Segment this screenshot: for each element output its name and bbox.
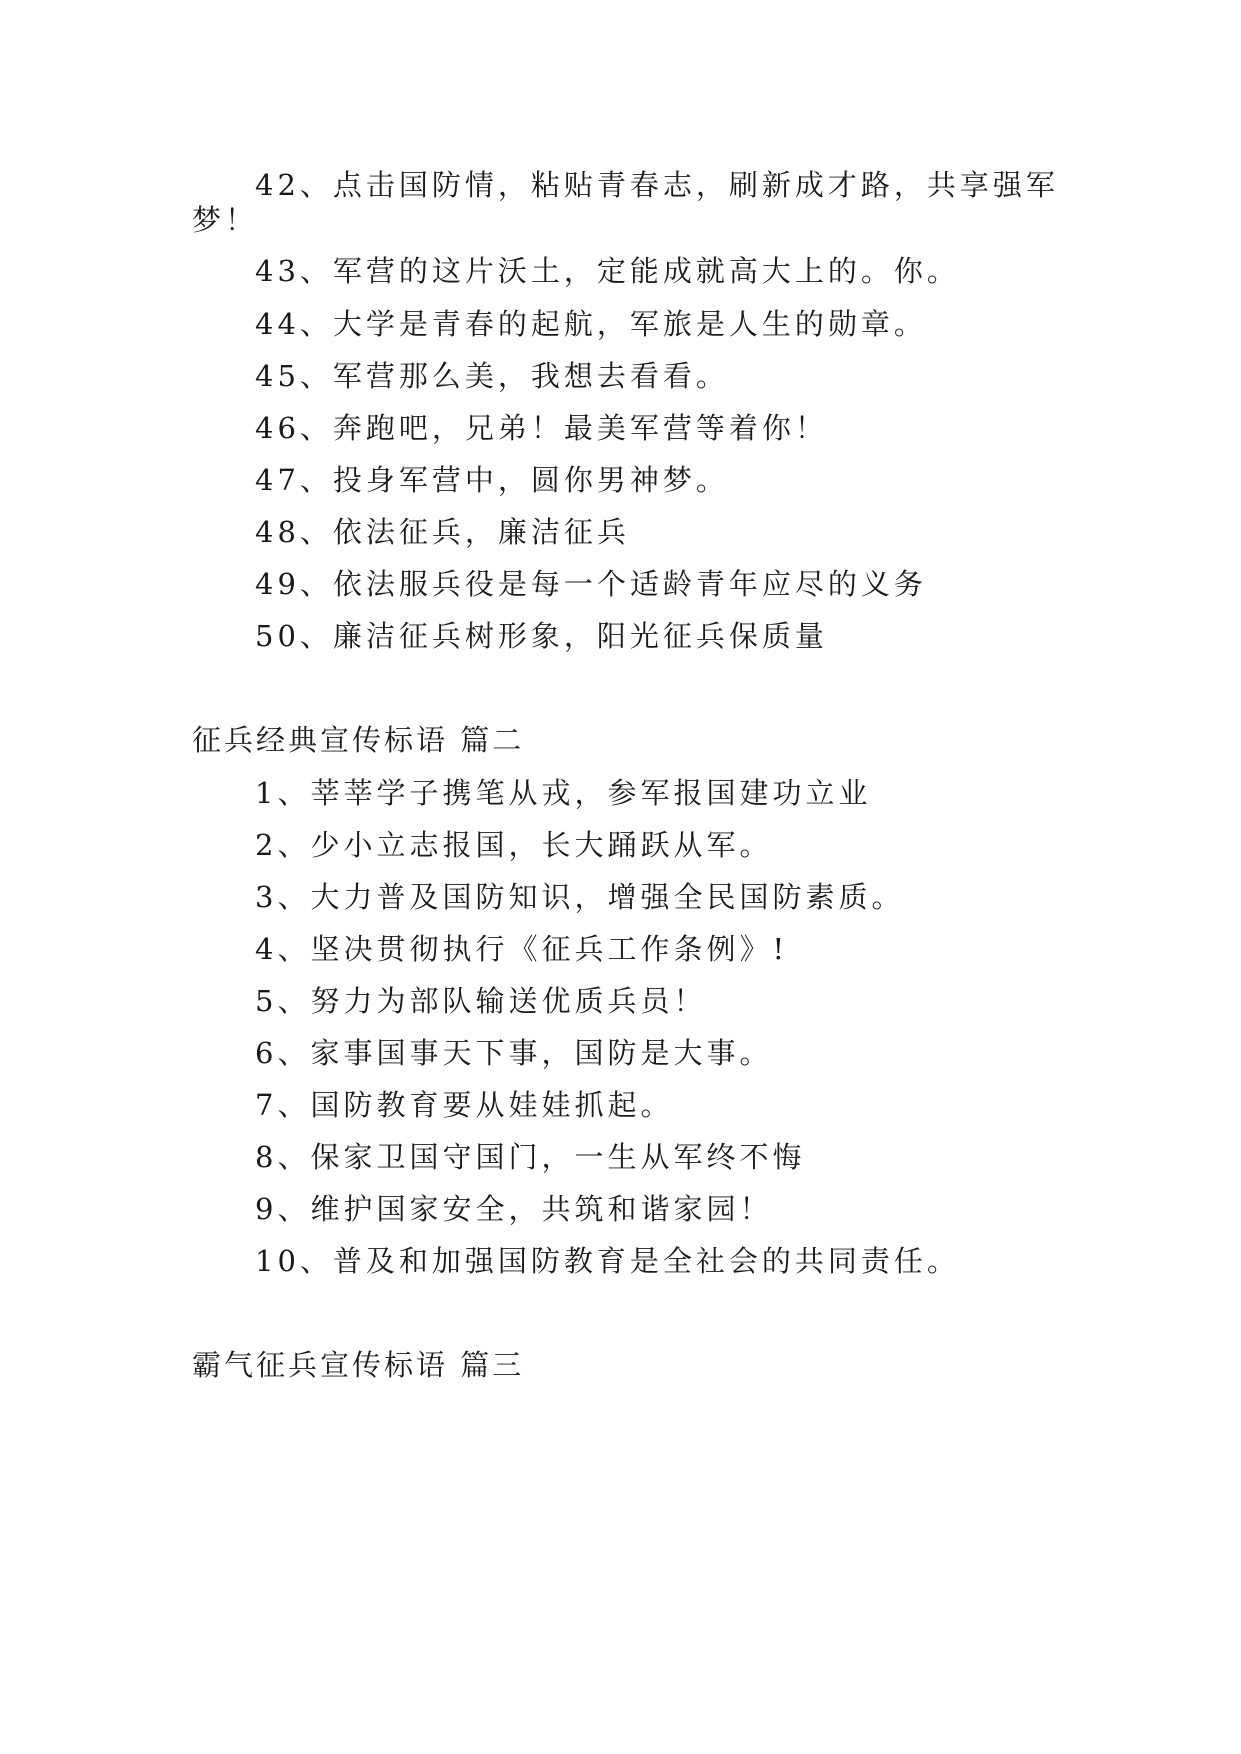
slogan-47: 47、投身军营中，圆你男神梦。 bbox=[255, 463, 729, 497]
slogan-44: 44、大学是青春的起航，军旅是人生的勋章。 bbox=[255, 307, 927, 341]
slogan-42-continued: 梦！ bbox=[192, 203, 259, 237]
slogan-42: 42、点击国防情，粘贴青春志，刷新成才路，共享强军 bbox=[255, 168, 1059, 202]
slogan-2-10: 10、普及和加强国防教育是全社会的共同责任。 bbox=[255, 1244, 960, 1278]
slogan-2-2: 2、少小立志报国，长大踊跃从军。 bbox=[255, 828, 773, 862]
slogan-2-3: 3、大力普及国防知识，增强全民国防素质。 bbox=[255, 880, 905, 914]
slogan-2-9: 9、维护国家安全，共筑和谐家园！ bbox=[255, 1192, 773, 1226]
slogan-2-8: 8、保家卫国守国门，一生从军终不悔 bbox=[255, 1140, 806, 1174]
slogan-50: 50、廉洁征兵树形象，阳光征兵保质量 bbox=[255, 619, 828, 653]
slogan-2-1: 1、莘莘学子携笔从戎，参军报国建功立业 bbox=[255, 776, 872, 810]
slogan-2-4: 4、坚决贯彻执行《征兵工作条例》! bbox=[255, 932, 789, 966]
slogan-2-7: 7、国防教育要从娃娃抓起。 bbox=[255, 1088, 674, 1122]
slogan-45: 45、军营那么美，我想去看看。 bbox=[255, 359, 729, 393]
slogan-49: 49、依法服兵役是每一个适龄青年应尽的义务 bbox=[255, 567, 927, 601]
section-heading-2: 征兵经典宣传标语 篇二 bbox=[192, 723, 525, 757]
slogan-2-5: 5、努力为部队输送优质兵员！ bbox=[255, 984, 707, 1018]
slogan-46: 46、奔跑吧，兄弟！最美军营等着你！ bbox=[255, 411, 828, 445]
section-heading-3: 霸气征兵宣传标语 篇三 bbox=[192, 1348, 525, 1382]
slogan-2-6: 6、家事国事天下事，国防是大事。 bbox=[255, 1036, 773, 1070]
slogan-43: 43、军营的这片沃土，定能成就高大上的。你。 bbox=[255, 254, 960, 288]
slogan-48: 48、依法征兵，廉洁征兵 bbox=[255, 515, 630, 549]
